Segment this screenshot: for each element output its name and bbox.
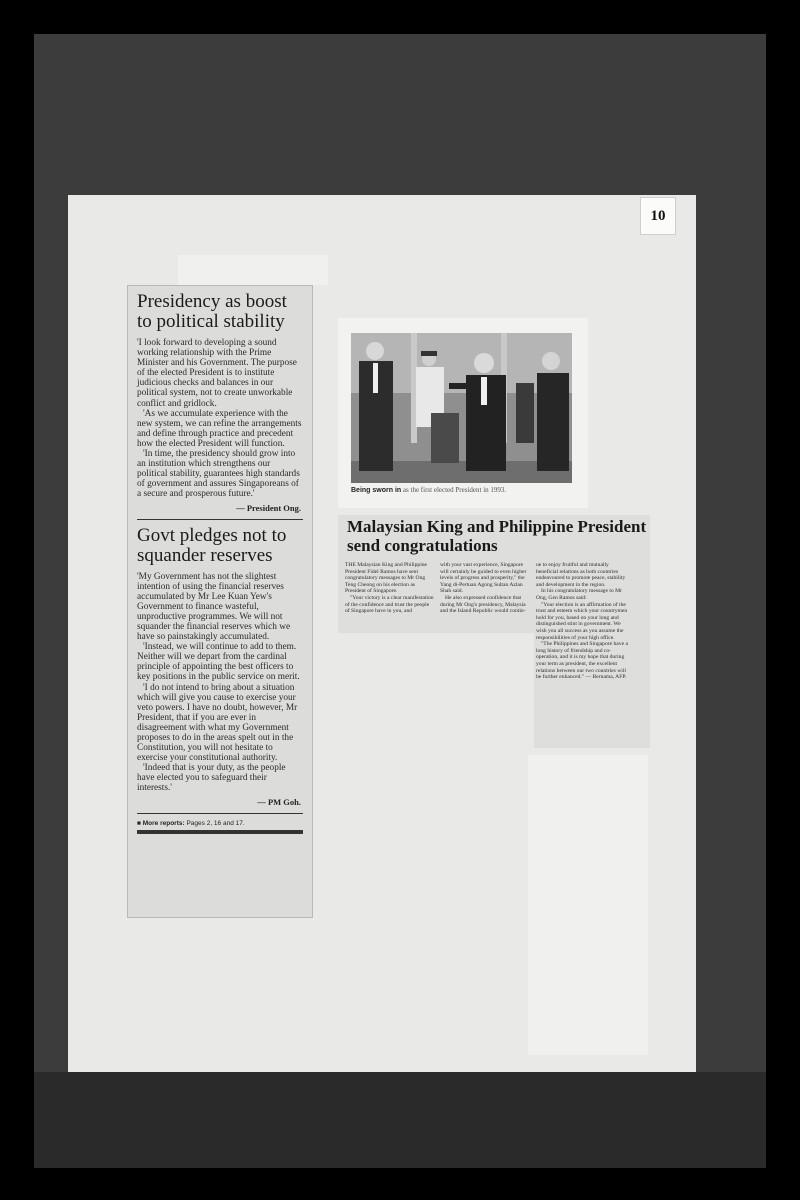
square-bullet-icon: ■	[137, 819, 141, 827]
left-clipping	[127, 285, 313, 918]
caption-rest: as the first elected President in 1993.	[402, 486, 507, 494]
article-column-2	[440, 562, 530, 615]
photo-clipping	[338, 318, 588, 508]
column-paragraph: "The Philippines and Singapore have a long history of friendship and co-operation, and it is my hope that during your term as president, the excellent relations between our two countries will be further enhanced." — Bernama, AFP.	[536, 641, 628, 681]
photo-caption	[351, 486, 581, 494]
caption-bold: Being sworn in	[351, 487, 402, 494]
headline-congratulations: Malaysian King and Philippine President send congratulations	[347, 517, 647, 555]
column-paragraph: In his congratulatory message to Mr Ong, Gen Ramos said:	[536, 588, 622, 601]
quote-paragraph: 'I look forward to developing a sound working relationship with the Prime Minister and his Government. The purpose of the elected President is to institute judicious checks and balances in our political system, not to create unworkable conflict and gridlock.	[137, 338, 297, 409]
attribution-pm-goh: — PM Goh.	[257, 796, 301, 807]
quote-paragraph: 'I do not intend to bring about a situation which will give you cause to exercise your veto powers. I have no doubt, however, Mr President, that if you are ever in disagreement with what my Government proposes to do in the areas spelt out in the Constitution, you will not hesitate to exercise your constitutional authority.	[137, 682, 298, 764]
frame-bottom-band	[34, 1072, 766, 1168]
column-paragraph: He also expressed confidence that during Mr Ong's presidency, Malaysia and the Island Republic would contin-	[440, 594, 526, 615]
article-column-3	[536, 562, 628, 681]
headline-reserves: Govt pledges not to squander reserves	[137, 524, 287, 566]
column-paragraph: THE Malaysian King and Philippine President Fidel Ramos have sent congratulatory messages to Mr Ong Teng Cheong on his election as President of Singapore.	[345, 562, 428, 595]
quote-president-ong	[137, 338, 303, 500]
attribution-president-ong: — President Ong.	[236, 502, 301, 513]
column-paragraph: "Your victory is a clear manifestation of the confidence and trust the people of Singapore have in you, and	[345, 594, 434, 615]
column-paragraph: "Your election is an affirmation of the trust and esteem which your countrymen hold for you, based on your long and distinguished stint in government. We wish you all success as you assume the responsibilities of your high office.	[536, 601, 628, 641]
quote-paragraph: 'Indeed that is your duty, as the people have elected you to safeguard their interests.'	[137, 763, 286, 794]
more-reports-note	[137, 820, 303, 827]
bottom-rule	[137, 830, 303, 834]
column-paragraph: with your vast experience, Singapore will certainly be guided to even higher levels of progress and prosperity," the Yang di-Pertuan Agong Sultan Azlan Shah said.	[440, 562, 527, 595]
quote-paragraph: 'Instead, we will continue to add to them. Neither will we depart from the cardinal principle of appointing the best officers to key positions in the public service on merit.	[137, 642, 300, 683]
more-reports-label: More reports:	[142, 819, 185, 827]
quote-paragraph: 'My Government has not the slightest intention of using the financial reserves accumulated by Mr Lee Kuan Yew's Government to finance wasteful, unproductive programmes. We will not squander the financial reserves which we have so painstakingly accumulated.	[137, 571, 291, 643]
swearing-in-photo-illustration	[351, 333, 572, 483]
column-paragraph: ue to enjoy fruitful and mutually beneficial relations as both countries endeavoured to promote peace, stability and development in the region.	[536, 562, 626, 588]
sheet-ghost-mark	[178, 255, 328, 285]
quote-pm-goh	[137, 572, 303, 794]
more-reports-pages: Pages 2, 16 and 17.	[186, 819, 245, 827]
headline-presidency: Presidency as boost to political stability	[137, 291, 287, 332]
divider	[137, 519, 303, 520]
quote-paragraph: 'As we accumulate experience with the new system, we can refine the arrangements and define through practice and precedent how the elected President will function.	[137, 408, 302, 449]
sheet-ghost-mark	[528, 755, 648, 1055]
article-column-1	[345, 562, 435, 615]
page-number: 10	[640, 197, 676, 235]
swearing-in-photo	[351, 333, 572, 483]
divider	[137, 813, 303, 814]
quote-paragraph: 'In time, the presidency should grow into an institution which strengthens our political stability, guarantees high standards of government and assures Singaporeans of a secure and prosperous future.'	[137, 449, 300, 500]
